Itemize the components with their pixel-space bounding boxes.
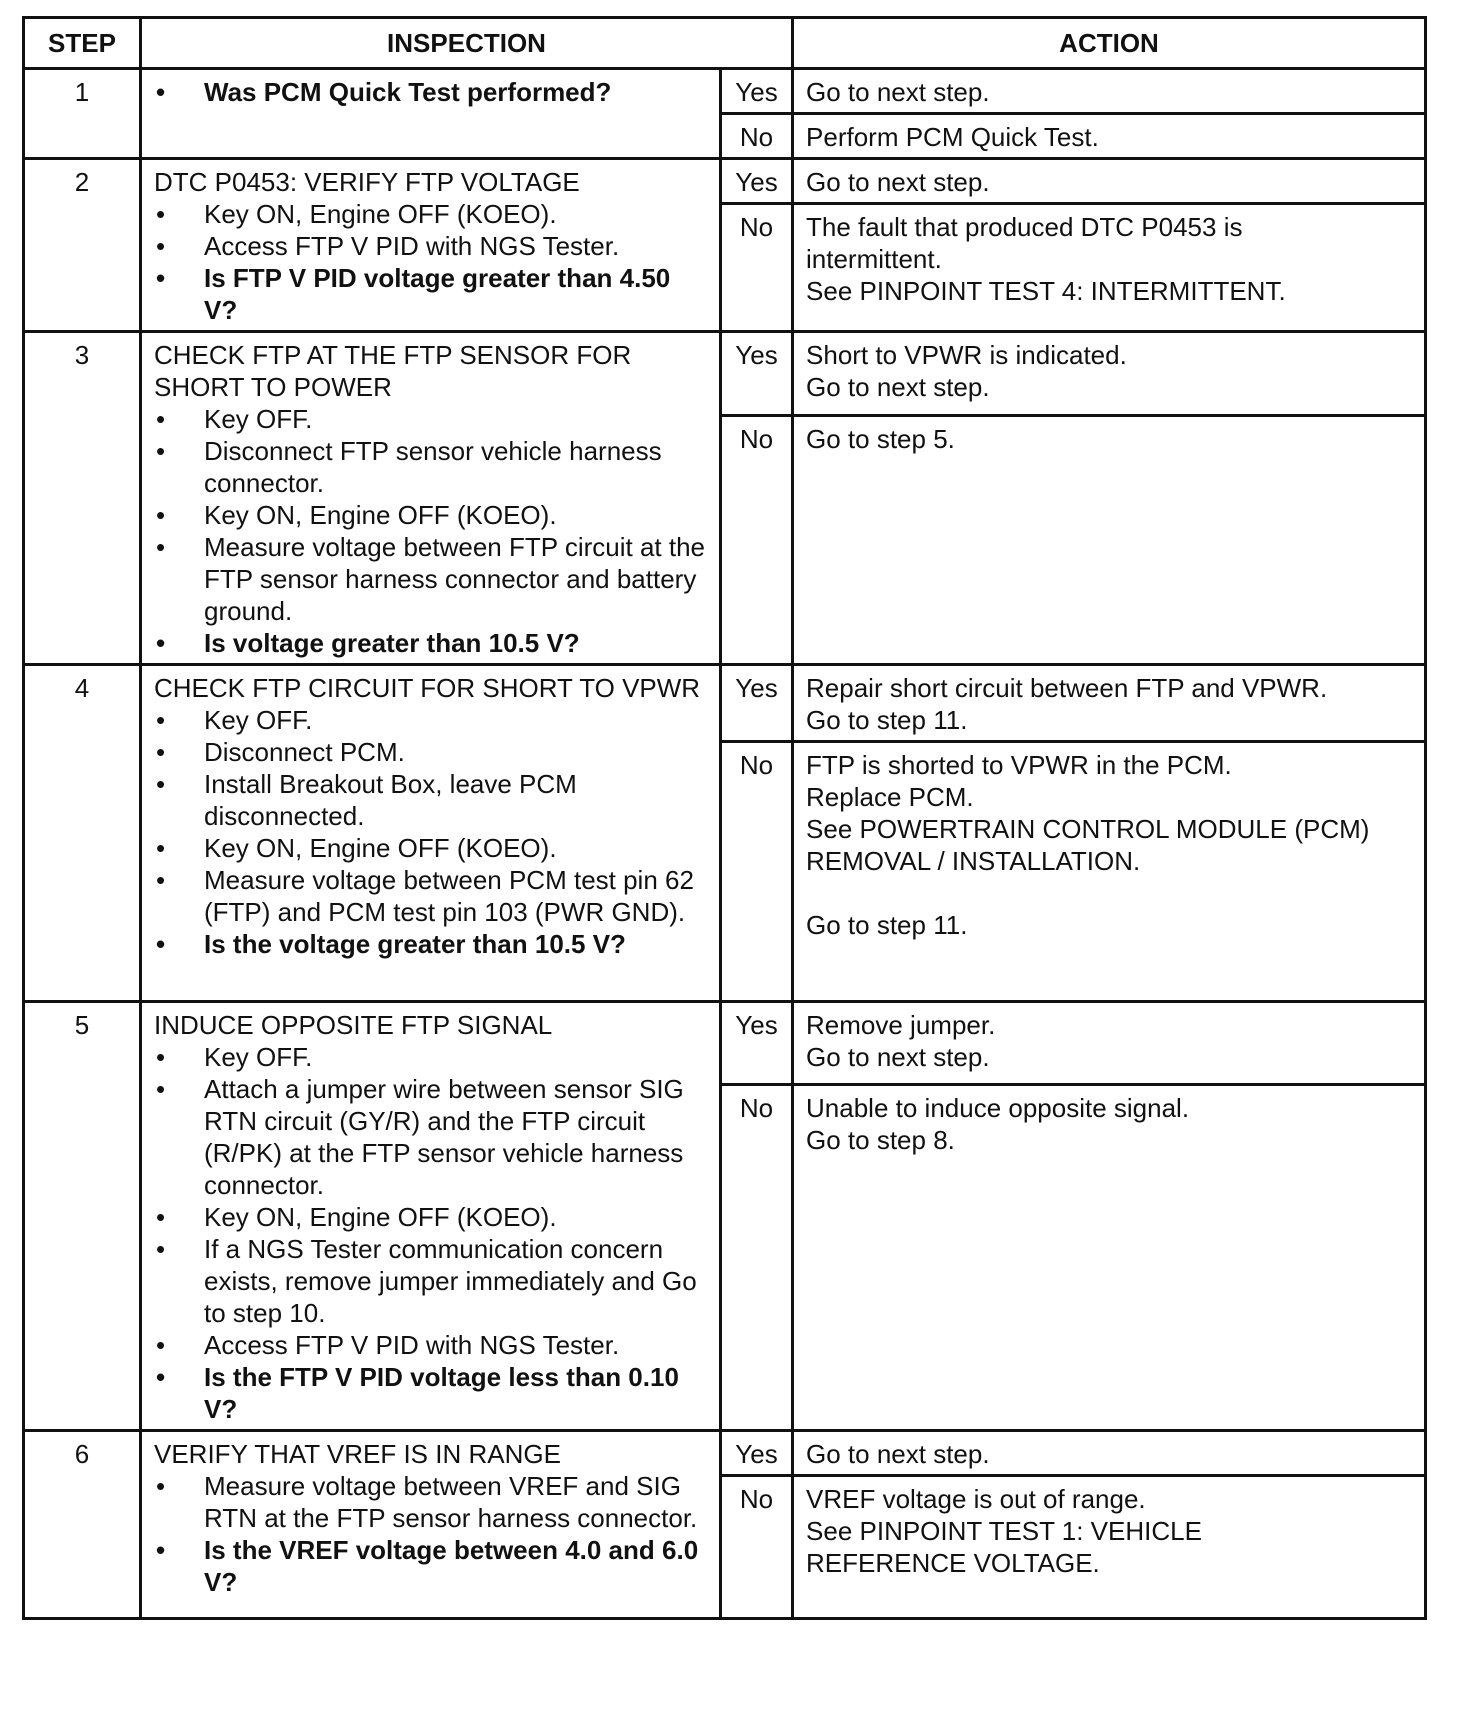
no-label: No [721, 114, 793, 159]
no-label: No [721, 1085, 793, 1431]
inspection-question: • Is FTP V PID voltage greater than 4.50 V? [154, 262, 709, 326]
inspection-cell [141, 1002, 721, 1431]
step-number: 3 [24, 332, 141, 665]
step-number: 5 [24, 1002, 141, 1431]
inspection-bullet: • Key ON, Engine OFF (KOEO). [154, 499, 709, 531]
step-row-yes [24, 1002, 1426, 1085]
inspection-bullet: • Key OFF. [154, 1041, 709, 1073]
step-number: 6 [24, 1431, 141, 1619]
steps-body [24, 69, 1426, 1619]
yes-label: Yes [721, 332, 793, 416]
inspection-bullet: • If a NGS Tester communication concern exists, remove jumper immediately and Go to step 10. [154, 1233, 709, 1329]
inspection-question: • Is the FTP V PID voltage less than 0.10 V? [154, 1361, 709, 1425]
header-action: ACTION [793, 18, 1426, 69]
inspection-bullet: • Measure voltage between PCM test pin 62 (FTP) and PCM test pin 103 (PWR GND). [154, 864, 709, 928]
inspection-bullet: • Key ON, Engine OFF (KOEO). [154, 832, 709, 864]
no-action: Go to step 5. [793, 415, 1426, 664]
yes-label: Yes [721, 159, 793, 204]
step-number: 4 [24, 665, 141, 1002]
yes-action: Repair short circuit between FTP and VPWR. Go to step 11. [793, 665, 1426, 742]
inspection-bullet: • Measure voltage between VREF and SIG RTN at the FTP sensor harness connector. [154, 1470, 709, 1534]
inspection-bullet: • Access FTP V PID with NGS Tester. [154, 230, 709, 262]
no-label: No [721, 1476, 793, 1619]
step-heading: INDUCE OPPOSITE FTP SIGNAL [154, 1010, 553, 1040]
no-action: VREF voltage is out of range. See PINPOINT TEST 1: VEHICLE REFERENCE VOLTAGE. [793, 1476, 1426, 1619]
inspection-question: • Is the voltage greater than 10.5 V? [154, 928, 709, 960]
step-heading: CHECK FTP CIRCUIT FOR SHORT TO VPWR [154, 673, 701, 703]
header-inspection: INSPECTION [141, 18, 793, 69]
inspection-cell [141, 1431, 721, 1619]
inspection-bullet: • Key ON, Engine OFF (KOEO). [154, 198, 709, 230]
inspection-bullet: • Measure voltage between FTP circuit at the FTP sensor harness connector and battery ground. [154, 531, 709, 627]
inspection-bullet: • Key OFF. [154, 704, 709, 736]
yes-label: Yes [721, 69, 793, 114]
no-action: Perform PCM Quick Test. [793, 114, 1426, 159]
inspection-question: • Is the VREF voltage between 4.0 and 6.0 V? [154, 1534, 709, 1598]
no-action: The fault that produced DTC P0453 is intermittent. See PINPOINT TEST 4: INTERMITTENT. [793, 204, 1426, 332]
step-number: 1 [24, 69, 141, 159]
inspection-cell [141, 159, 721, 332]
no-label: No [721, 204, 793, 332]
yes-action: Short to VPWR is indicated. Go to next step. [793, 332, 1426, 416]
inspection-list [154, 1470, 709, 1598]
inspection-question: • Was PCM Quick Test performed? [154, 76, 709, 108]
inspection-question: • Is voltage greater than 10.5 V? [154, 627, 709, 659]
header-step: STEP [24, 18, 141, 69]
inspection-list [154, 704, 709, 960]
inspection-list [154, 198, 709, 326]
inspection-bullet: • Access FTP V PID with NGS Tester. [154, 1329, 709, 1361]
inspection-bullet: • Key ON, Engine OFF (KOEO). [154, 1201, 709, 1233]
yes-action: Go to next step. [793, 69, 1426, 114]
inspection-bullet: • Install Breakout Box, leave PCM disconnected. [154, 768, 709, 832]
step-row-yes [24, 1431, 1426, 1476]
yes-label: Yes [721, 1431, 793, 1476]
inspection-bullet: • Key OFF. [154, 403, 709, 435]
yes-label: Yes [721, 665, 793, 742]
no-label: No [721, 415, 793, 664]
diagnostic-table [22, 16, 1427, 1620]
no-action: Unable to induce opposite signal. Go to step 8. [793, 1085, 1426, 1431]
yes-action: Go to next step. [793, 1431, 1426, 1476]
inspection-list [154, 403, 709, 659]
step-number: 2 [24, 159, 141, 332]
step-heading: DTC P0453: VERIFY FTP VOLTAGE [154, 167, 580, 197]
step-row-yes [24, 665, 1426, 742]
yes-action: Remove jumper. Go to next step. [793, 1002, 1426, 1085]
step-row-yes [24, 159, 1426, 204]
inspection-bullet: • Disconnect FTP sensor vehicle harness connector. [154, 435, 709, 499]
no-label: No [721, 742, 793, 1002]
step-row-yes [24, 332, 1426, 416]
inspection-bullet: • Disconnect PCM. [154, 736, 709, 768]
step-heading: CHECK FTP AT THE FTP SENSOR FOR SHORT TO POWER [154, 340, 632, 402]
no-action: FTP is shorted to VPWR in the PCM. Replace PCM. See POWERTRAIN CONTROL MODULE (PCM) REMOVAL / INSTALLATION. Go to step 11. [793, 742, 1426, 1002]
inspection-cell [141, 332, 721, 665]
inspection-cell [141, 665, 721, 1002]
inspection-cell [141, 69, 721, 159]
header-row [24, 18, 1426, 69]
yes-label: Yes [721, 1002, 793, 1085]
inspection-list [154, 76, 709, 108]
step-heading: VERIFY THAT VREF IS IN RANGE [154, 1439, 561, 1469]
yes-action: Go to next step. [793, 159, 1426, 204]
step-row-yes [24, 69, 1426, 114]
inspection-list [154, 1041, 709, 1425]
inspection-bullet: • Attach a jumper wire between sensor SIG RTN circuit (GY/R) and the FTP circuit (R/PK) at the FTP sensor vehicle harness connector. [154, 1073, 709, 1201]
